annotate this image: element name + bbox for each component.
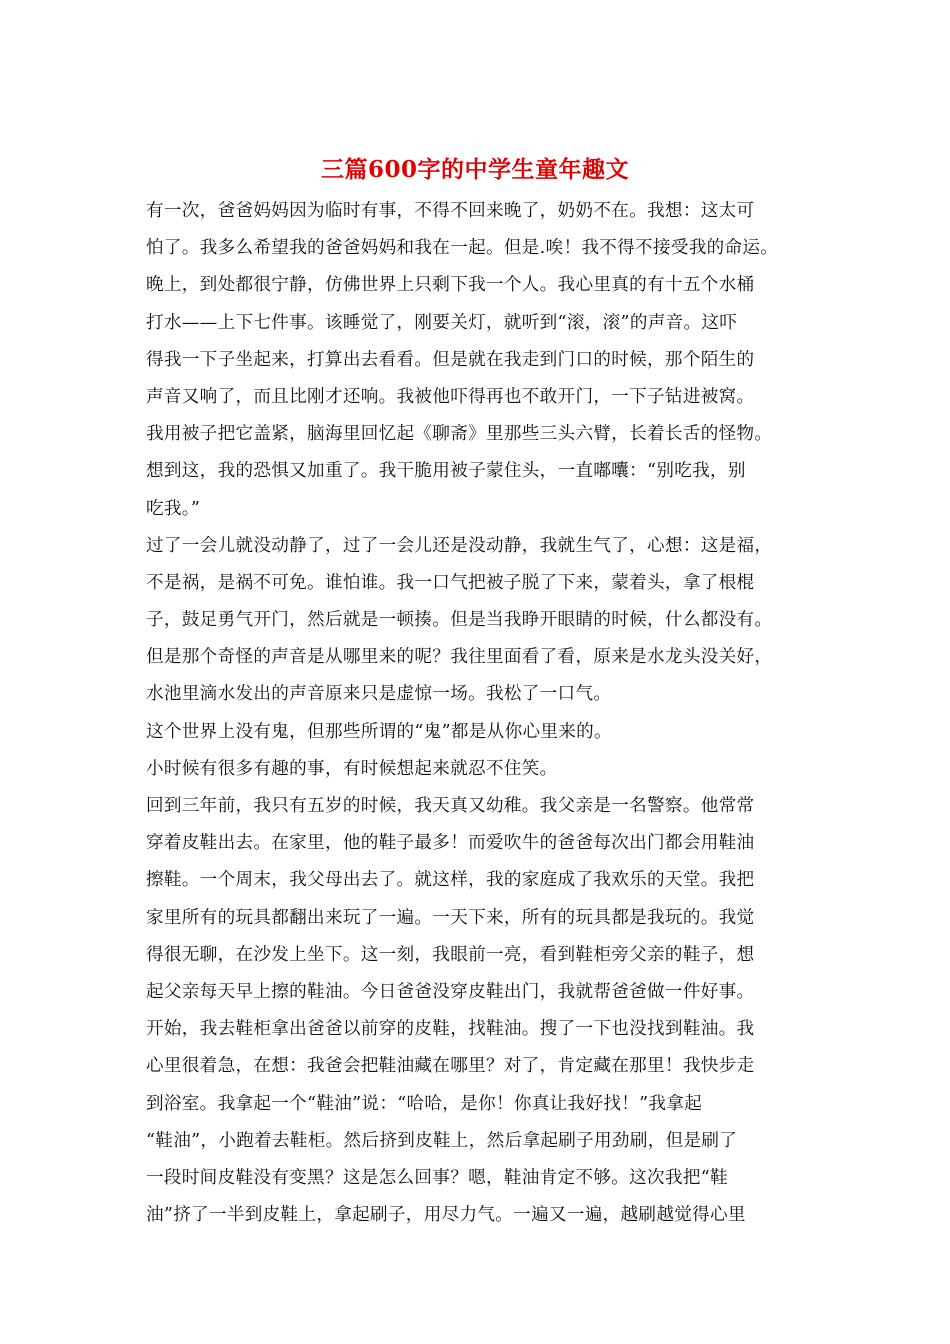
text-line: 晚上，到处都很宁静，仿佛世界上只剩下我一个人。我心里真的有十五个水桶	[146, 275, 755, 296]
text-line: 起父亲每天早上擦的鞋油。今日爸爸没穿皮鞋出门，我就帮爸爸做一件好事。	[146, 981, 755, 1002]
text-line: 怕了。我多么希望我的爸爸妈妈和我在一起。但是.唉！我不得不接受我的命运。	[146, 238, 779, 259]
text-line: 穿着皮鞋出去。在家里，他的鞋子最多！而爱吹牛的爸爸每次出门都会用鞋油	[146, 833, 755, 854]
text-line: 家里所有的玩具都翻出来玩了一遍。一天下来，所有的玩具都是我玩的。我觉	[146, 907, 755, 928]
text-line: 想到这，我的恐惧又加重了。我干脆用被子蒙住头，一直嘟囔：“别吃我，别	[146, 461, 746, 482]
text-line: 心里很着急，在想：我爸会把鞋油藏在哪里？对了，肯定藏在那里！我快步走	[146, 1056, 755, 1077]
text-line: 过了一会儿就没动静了，过了一会儿还是没动静，我就生气了，心想：这是福，	[146, 535, 773, 556]
text-line: 声音又响了，而且比刚才还响。我被他吓得再也不敢开门，一下子钻进被窝。	[146, 386, 755, 407]
text-line: 回到三年前，我只有五岁的时候，我天真又幼稚。我父亲是一名警察。他常常	[146, 796, 755, 816]
text-line: 水池里滴水发出的声音原来只是虚惊一场。我松了一口气。	[146, 684, 612, 705]
text-line: 擦鞋。一个周末，我父母出去了。就这样，我的家庭成了我欢乐的天堂。我把	[146, 870, 755, 891]
text-line: 小时候有很多有趣的事，有时候想起来就忍不住笑。	[146, 758, 558, 779]
text-line: 油”挤了一半到皮鞋上，拿起刷子，用尽力气。一遍又一遍，越刷越觉得心里	[146, 1205, 746, 1226]
text-line: “鞋油”，小跑着去鞋柜。然后挤到皮鞋上，然后拿起刷子用劲刷，但是刷了	[146, 1130, 738, 1151]
text-line: 吃我。”	[146, 498, 201, 519]
text-line: 开始，我去鞋柜拿出爸爸以前穿的皮鞋，找鞋油。搜了一下也没找到鞋油。我	[146, 1019, 755, 1040]
text-line: 打水——上下七件事。该睡觉了，刚要关灯，就听到“滚，滚”的声音。这吓	[146, 312, 738, 333]
text-line: 得我一下子坐起来，打算出去看看。但是就在我走到门口的时候，那个陌生的	[146, 349, 755, 370]
text-line: 不是祸，是祸不可免。谁怕谁。我一口气把被子脱了下来，蒙着头，拿了根棍	[146, 572, 755, 593]
text-line: 这个世界上没有鬼，但那些所谓的“鬼”都是从你心里来的。	[146, 721, 612, 742]
text-line: 有一次，爸爸妈妈因为临时有事，不得不回来晚了，奶奶不在。我想：这太可	[146, 201, 755, 221]
article-body	[146, 193, 826, 1234]
page-title: 三篇600字的中学生童年趣文	[320, 156, 629, 183]
text-line: 我用被子把它盖紧，脑海里回忆起《聊斋》里那些三头六臂，长着长舌的怪物。	[146, 424, 773, 445]
text-line: 一段时间皮鞋没有变黑？这是怎么回事？嗯，鞋油肯定不够。这次我把“鞋	[146, 1167, 728, 1188]
text-line: 但是那个奇怪的声音是从哪里来的呢？我往里面看了看，原来是水龙头没关好，	[146, 647, 773, 668]
text-line: 子，鼓足勇气开门，然后就是一顿揍。但是当我睁开眼睛的时候，什么都没有。	[146, 610, 773, 631]
text-line: 到浴室。我拿起一个“鞋油”说：“哈哈，是你！你真让我好找！”我拿起	[146, 1093, 703, 1114]
text-line: 得很无聊，在沙发上坐下。这一刻，我眼前一亮，看到鞋柜旁父亲的鞋子，想	[146, 944, 755, 965]
